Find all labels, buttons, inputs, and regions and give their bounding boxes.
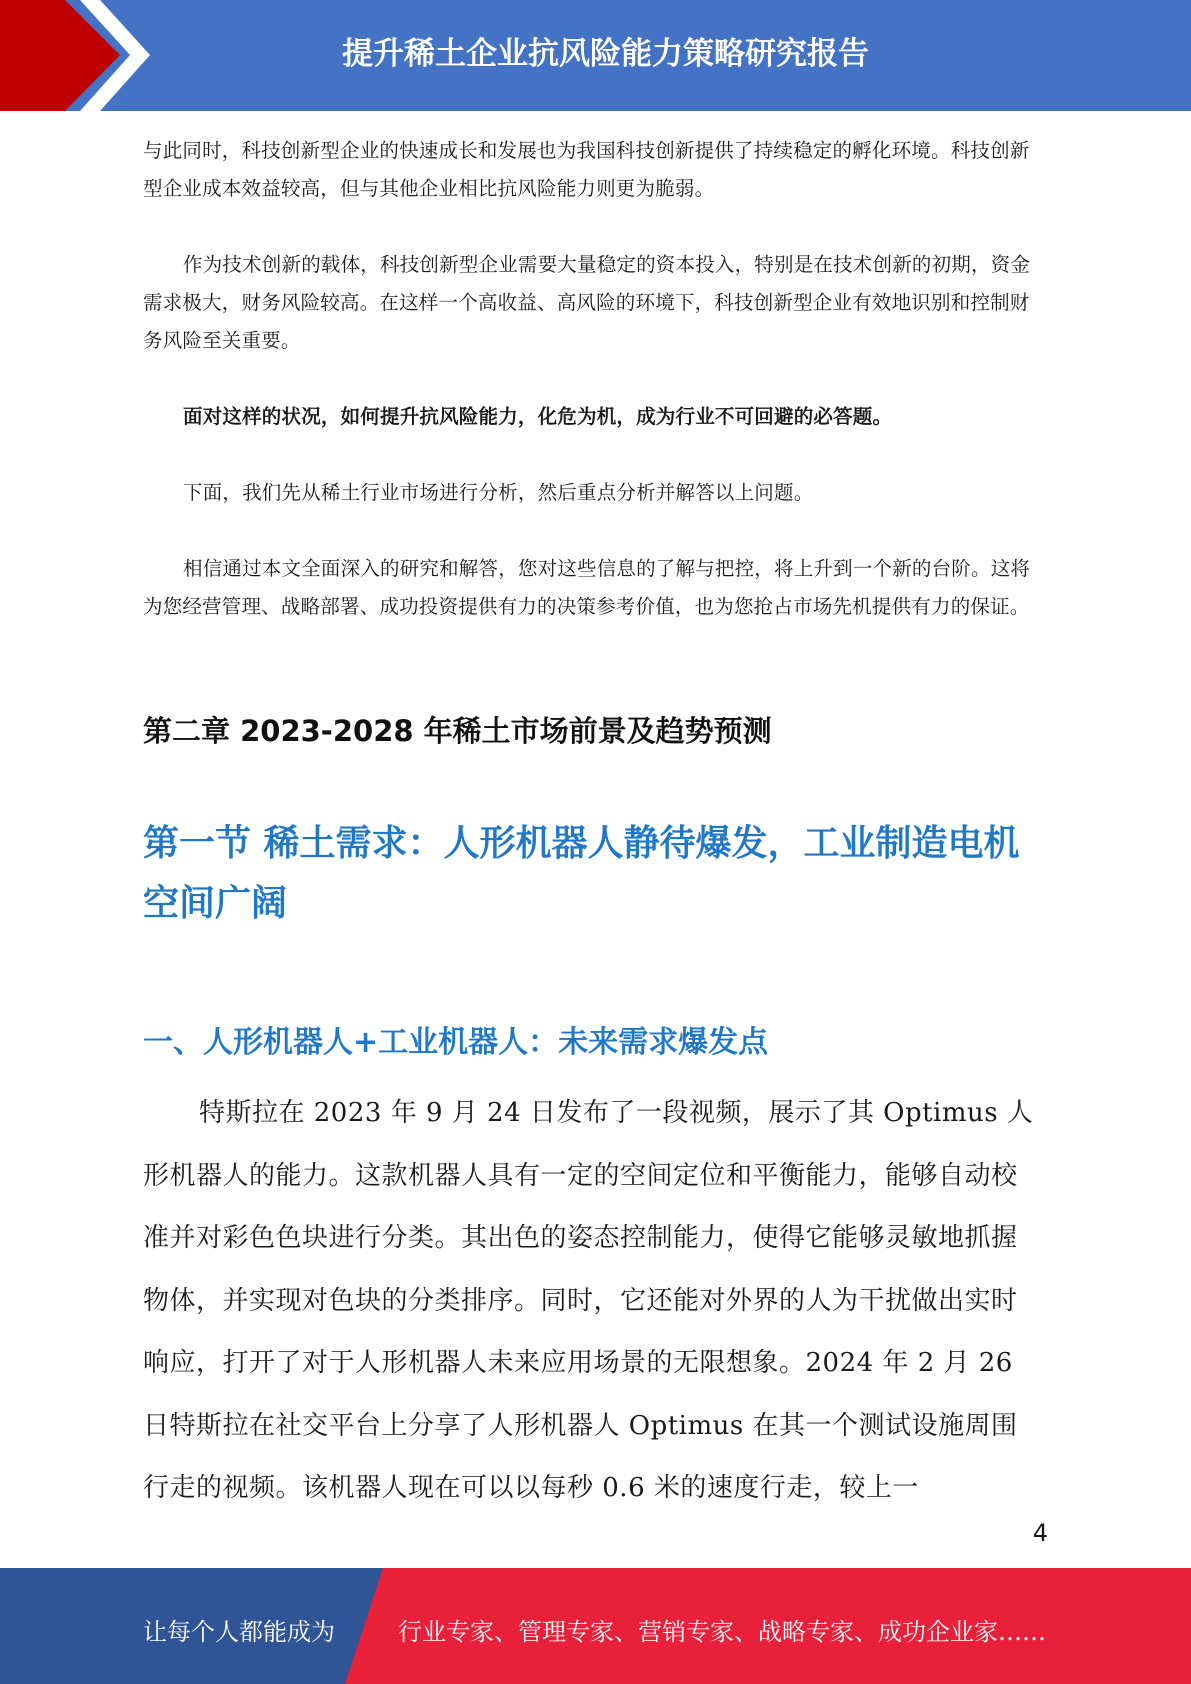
body-paragraph: 特斯拉在 2023 年 9 月 24 日发布了一段视频，展示了其 Optimus 人形机器人的能力。这款机器人具有一定的空间定位和平衡能力，能够自动校准并对彩色色块进行分类。其出色的姿态控制能力，使得它能够灵敏地抓握物体，并实现对色块的分类排序。同时，它还能对外界的人为干扰做出实时响应，打开了对于人形机器人未来应用场景的无限想象。2024 年 2 月 26 日特斯拉在社交平台上分享了人形机器人 Optimus 在其一个测试设施周围行走的视频。该机器人现在可以以每秒 0.6 米的速度行走，较上一: [143, 1098, 1034, 1503]
footer-bar: [0, 1568, 1191, 1684]
section-heading: 第一节 稀土需求：人形机器人静待爆发，工业制造电机空间广阔: [143, 823, 1020, 924]
intro-paragraph-4: 下面，我们先从稀土行业市场进行分析，然后重点分析并解答以上问题。: [183, 481, 814, 504]
intro-paragraph-1: 与此同时，科技创新型企业的快速成长和发展也为我国科技创新提供了持续稳定的孵化环境。科技创新型企业成本效益较高，但与其他企业相比抗风险能力则更为脆弱。: [143, 139, 1030, 200]
intro-section: [143, 132, 1048, 626]
intro-paragraph-5: 相信通过本文全面深入的研究和解答，您对这些信息的了解与把控，将上升到一个新的台阶。这将为您经营管理、战略部署、成功投资提供有力的决策参考价值，也为您抢占市场先机提供有力的保证。: [143, 557, 1031, 618]
chapter-heading: 第二章 2023-2028 年稀土市场前景及趋势预测: [143, 714, 772, 748]
page-number: 4: [1032, 1519, 1048, 1547]
intro-paragraph-3: 面对这样的状况，如何提升抗风险能力，化危为机，成为行业不可回避的必答题。: [183, 405, 893, 428]
header-bar: [0, 0, 1191, 111]
header-title: 提升稀土企业抗风险能力策略研究报告: [342, 36, 869, 72]
footer-slogan: 让每个人都能成为: [143, 1618, 335, 1646]
subsection-heading: 一、人形机器人+工业机器人：未来需求爆发点: [143, 1025, 769, 1060]
intro-paragraph-2: 作为技术创新的载体，科技创新型企业需要大量稳定的资本投入，特别是在技术创新的初期，资金需求极大，财务风险较高。在这样一个高收益、高风险的环境下，科技创新型企业有效地识别和控制财务风险至关重要。: [143, 253, 1031, 352]
footer-roles: 行业专家、管理专家、营销专家、战略专家、成功企业家……: [398, 1618, 1046, 1646]
